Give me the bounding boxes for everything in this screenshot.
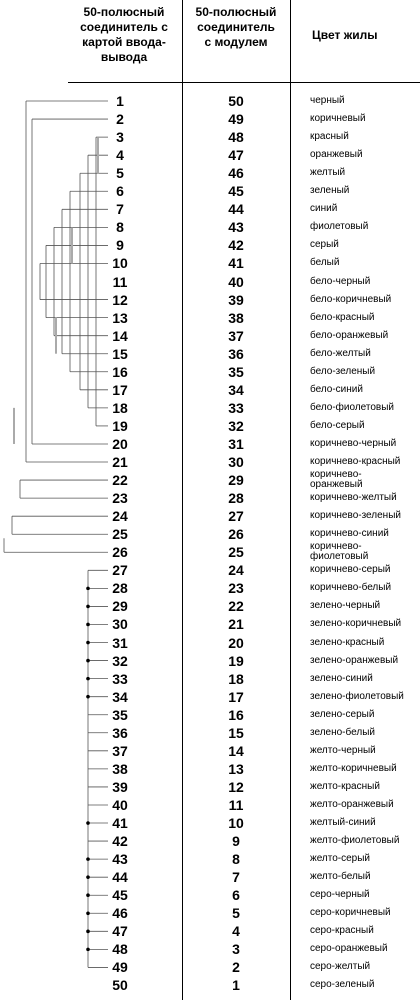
- module-pin-number: 46: [228, 165, 244, 182]
- wire-color-label: бело-серый: [310, 419, 365, 431]
- table-row: [0, 92, 420, 110]
- table-row: [0, 868, 420, 886]
- module-pin-number: 18: [228, 670, 244, 687]
- wire-color-label: зелено-красный: [310, 636, 385, 648]
- wire-color-label: зелено-черный: [310, 600, 381, 612]
- wire-color-label: желто-оранжевый: [310, 798, 394, 810]
- table-row: [0, 670, 420, 688]
- io-pin-number: 34: [112, 688, 128, 705]
- io-pin-number: 33: [112, 670, 128, 687]
- table-row: [0, 345, 420, 363]
- wire-color-label: бело-оранжевый: [310, 329, 389, 341]
- wire-color-label: серо-коричневый: [310, 907, 391, 919]
- module-pin-number: 7: [232, 869, 240, 886]
- wire-color-label: серо-оранжевый: [310, 943, 388, 955]
- table-row: [0, 832, 420, 850]
- wire-color-label: зелено-оранжевый: [310, 654, 399, 666]
- io-pin-number: 43: [112, 851, 128, 868]
- table-row: [0, 110, 420, 128]
- module-pin-number: 8: [232, 851, 240, 868]
- io-pin-number: 44: [112, 869, 128, 886]
- table-row: [0, 200, 420, 218]
- io-pin-number: 13: [112, 309, 128, 326]
- module-pin-number: 31: [228, 435, 244, 452]
- wire-color-label: белый: [310, 257, 340, 269]
- wire-color-label: оранжевый: [310, 149, 363, 161]
- io-pin-number: 25: [112, 526, 128, 543]
- module-pin-number: 5: [232, 905, 240, 922]
- io-pin-number: 32: [112, 652, 128, 669]
- module-pin-number: 29: [228, 472, 244, 489]
- wire-color-label: коричнево-красный: [310, 456, 401, 467]
- table-row: [0, 218, 420, 236]
- io-pin-number: 5: [116, 165, 124, 182]
- wire-color-label: коричнево-черный: [310, 437, 397, 449]
- table-row: [0, 128, 420, 146]
- io-pin-number: 22: [112, 472, 128, 489]
- wire-color-label: серый: [310, 239, 339, 251]
- module-pin-number: 24: [228, 562, 244, 579]
- module-pin-number: 17: [228, 688, 244, 705]
- io-pin-number: 9: [116, 237, 124, 254]
- wire-color-label: коричнево- фиолетовый: [310, 541, 369, 563]
- io-pin-number: 8: [116, 219, 124, 236]
- io-pin-number: 29: [112, 598, 128, 615]
- io-pin-number: 31: [112, 634, 128, 651]
- module-pin-number: 36: [228, 345, 244, 362]
- module-pin-number: 45: [228, 183, 244, 200]
- io-pin-number: 46: [112, 905, 128, 922]
- wire-color-label: коричнево-зеленый: [310, 510, 401, 522]
- io-pin-number: 2: [116, 111, 124, 128]
- table-row: [0, 742, 420, 760]
- wire-color-label: зелено-белый: [310, 726, 375, 738]
- module-pin-number: 1: [232, 977, 240, 994]
- module-pin-number: 48: [228, 129, 244, 146]
- io-pin-number: 40: [112, 796, 128, 813]
- table-row: [0, 886, 420, 904]
- module-pin-number: 27: [228, 508, 244, 525]
- table-row: [0, 814, 420, 832]
- column-header-io-connector: 50-полюсный соединитель с картой ввода- вывода: [80, 5, 168, 64]
- wire-color-label: бело-синий: [310, 383, 363, 395]
- column-header-wire-color: Цвет жилы: [312, 28, 378, 42]
- io-pin-number: 48: [112, 941, 128, 958]
- module-pin-number: 11: [228, 796, 244, 813]
- table-row: [0, 327, 420, 345]
- module-pin-number: 39: [228, 291, 244, 308]
- module-pin-number: 16: [228, 706, 244, 723]
- wire-color-label: бело-коричневый: [310, 293, 392, 305]
- module-pin-number: 49: [228, 111, 244, 128]
- table-row: [0, 417, 420, 435]
- table-row: [0, 309, 420, 327]
- table-row: [0, 940, 420, 958]
- io-pin-number: 42: [112, 833, 128, 850]
- wire-color-label: синий: [310, 203, 338, 215]
- io-pin-number: 39: [112, 778, 128, 795]
- io-pin-number: 50: [112, 977, 128, 994]
- wire-color-label: коричневый: [310, 113, 366, 125]
- table-row: [0, 615, 420, 633]
- table-row: [0, 561, 420, 579]
- wire-color-label: коричнево- оранжевый: [310, 469, 363, 491]
- io-pin-number: 23: [112, 490, 128, 507]
- table-row: [0, 489, 420, 507]
- wire-color-label: зеленый: [310, 185, 350, 197]
- wire-color-label: бело-зеленый: [310, 365, 376, 377]
- wire-color-label: серо-красный: [310, 925, 374, 937]
- wire-color-label: черный: [310, 95, 345, 106]
- io-pin-number: 16: [112, 363, 128, 380]
- wire-color-label: желто-коричневый: [310, 762, 397, 774]
- module-pin-number: 40: [228, 273, 244, 290]
- wire-color-label: фиолетовый: [310, 221, 369, 233]
- io-pin-number: 10: [112, 255, 128, 272]
- wire-color-label: коричнево-серый: [310, 564, 391, 576]
- io-pin-number: 41: [112, 815, 128, 831]
- module-pin-number: 28: [228, 490, 244, 507]
- module-pin-number: 20: [228, 634, 244, 651]
- wire-color-label: серо-черный: [310, 889, 370, 901]
- table-row: [0, 363, 420, 381]
- table-row: [0, 291, 420, 309]
- column-header-module-connector: 50-полюсный соединитель с модулем: [195, 5, 277, 49]
- table-row: [0, 182, 420, 200]
- wire-color-label: зелено-серый: [310, 708, 375, 720]
- table-row: [0, 435, 420, 453]
- table-row: [0, 778, 420, 796]
- wire-color-label: желто-красный: [310, 780, 380, 792]
- io-pin-number: 21: [112, 454, 128, 470]
- module-pin-number: 30: [228, 454, 244, 470]
- io-pin-number: 17: [112, 381, 128, 398]
- wire-color-label: желтый: [310, 167, 346, 179]
- module-pin-number: 4: [232, 923, 240, 940]
- table-row: [0, 760, 420, 778]
- table-row: [0, 652, 420, 670]
- io-pin-number: 19: [112, 417, 128, 434]
- module-pin-number: 14: [228, 742, 244, 759]
- module-pin-number: 23: [228, 580, 244, 597]
- io-pin-number: 1: [116, 93, 124, 109]
- module-pin-number: 6: [232, 887, 240, 904]
- io-pin-number: 6: [116, 183, 124, 200]
- table-row: [0, 904, 420, 922]
- io-pin-number: 35: [112, 706, 128, 723]
- wire-color-label: коричнево-белый: [310, 582, 392, 594]
- table-row: [0, 958, 420, 976]
- module-pin-number: 9: [232, 833, 240, 850]
- table-row: [0, 273, 420, 291]
- io-pin-number: 28: [112, 580, 128, 597]
- io-pin-number: 30: [112, 616, 128, 633]
- io-pin-number: 27: [112, 562, 128, 579]
- wire-color-label: зелено-коричневый: [310, 618, 402, 630]
- module-pin-number: 33: [228, 399, 244, 416]
- io-pin-number: 45: [112, 887, 128, 904]
- module-pin-number: 12: [228, 778, 244, 795]
- wire-color-label: серо-желтый: [310, 961, 371, 973]
- io-pin-number: 15: [112, 345, 128, 362]
- wire-color-label: коричнево-синий: [310, 528, 389, 540]
- module-pin-number: 26: [228, 526, 244, 543]
- wire-color-label: желто-фиолетовый: [310, 835, 400, 847]
- module-pin-number: 43: [228, 219, 244, 236]
- table-row: [0, 254, 420, 272]
- wire-color-label: красный: [310, 131, 349, 143]
- wire-color-label: зелено-фиолетовый: [310, 690, 404, 702]
- io-pin-number: 11: [112, 273, 128, 290]
- io-pin-number: 49: [112, 959, 128, 976]
- table-row: [0, 236, 420, 254]
- wire-color-label: коричнево-желтый: [310, 492, 397, 504]
- io-pin-number: 47: [112, 923, 128, 940]
- wire-color-label: бело-черный: [310, 275, 371, 287]
- table-row: [0, 381, 420, 399]
- table-row: [0, 796, 420, 814]
- wire-color-label: бело-желтый: [310, 347, 371, 359]
- table-row: [0, 543, 420, 561]
- table-row: [0, 507, 420, 525]
- module-pin-number: 32: [228, 417, 244, 434]
- table-row: [0, 634, 420, 652]
- module-pin-number: 34: [228, 381, 244, 398]
- table-row: [0, 850, 420, 868]
- io-pin-number: 24: [112, 508, 128, 525]
- io-pin-number: 12: [112, 291, 128, 308]
- wire-color-label: желтый-синий: [310, 817, 376, 828]
- module-pin-number: 15: [228, 724, 244, 741]
- io-pin-number: 26: [112, 544, 128, 561]
- table-row: [0, 724, 420, 742]
- module-pin-number: 35: [228, 363, 244, 380]
- module-pin-number: 10: [228, 815, 244, 831]
- module-pin-number: 44: [228, 201, 244, 218]
- module-pin-number: 25: [228, 544, 244, 561]
- module-pin-number: 41: [228, 255, 244, 272]
- module-pin-number: 13: [228, 760, 244, 777]
- module-pin-number: 50: [228, 93, 244, 109]
- wire-color-label: бело-фиолетовый: [310, 401, 395, 413]
- table-row: [0, 146, 420, 164]
- module-pin-number: 37: [228, 327, 244, 344]
- io-pin-number: 14: [112, 327, 128, 344]
- module-pin-number: 38: [228, 309, 244, 326]
- io-pin-number: 20: [112, 435, 128, 452]
- table-row: [0, 976, 420, 994]
- wire-color-label: желто-белый: [310, 871, 371, 883]
- wire-color-label: бело-красный: [310, 311, 375, 323]
- module-pin-number: 3: [232, 941, 240, 958]
- table-row: [0, 399, 420, 417]
- io-pin-number: 18: [112, 399, 128, 416]
- io-pin-number: 36: [112, 724, 128, 741]
- module-pin-number: 47: [228, 147, 244, 164]
- module-pin-number: 22: [228, 598, 244, 615]
- wire-color-label: желто-серый: [310, 853, 371, 865]
- table-row: [0, 688, 420, 706]
- table-row: [0, 579, 420, 597]
- table-row: [0, 922, 420, 940]
- module-pin-number: 19: [228, 652, 244, 669]
- io-pin-number: 38: [112, 760, 128, 777]
- table-row: [0, 471, 420, 489]
- table-row: [0, 597, 420, 615]
- module-pin-number: 42: [228, 237, 244, 254]
- module-pin-number: 2: [232, 959, 240, 976]
- wire-color-label: желто-черный: [310, 744, 376, 756]
- wire-color-label: серо-зеленый: [310, 979, 375, 991]
- table-row: [0, 706, 420, 724]
- io-pin-number: 3: [116, 129, 124, 146]
- module-pin-number: 21: [228, 616, 244, 633]
- io-pin-number: 37: [112, 742, 128, 759]
- wire-color-label: зелено-синий: [310, 672, 373, 684]
- io-pin-number: 4: [116, 147, 124, 164]
- table-row: [0, 164, 420, 182]
- io-pin-number: 7: [116, 201, 124, 218]
